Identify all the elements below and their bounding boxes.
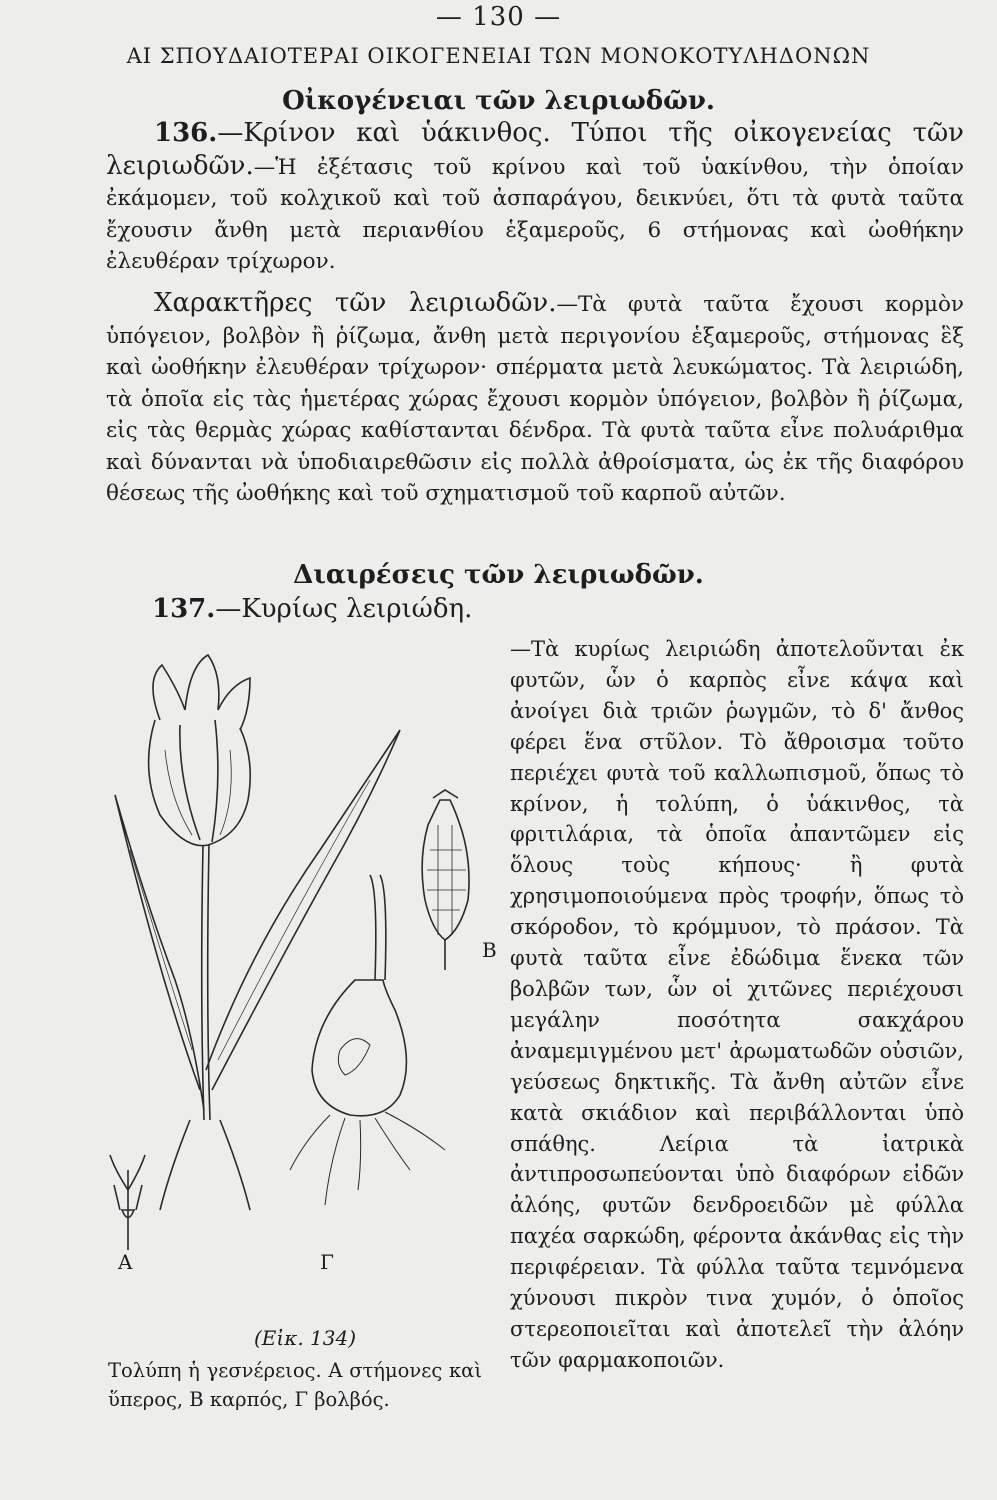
characteristics-body: —Τὰ φυτὰ ταῦτα ἔχουσι κορμὸν ὑπόγειον, βολβὸν ἢ ῥίζωμα, ἄνθη μετὰ περιγονίου ἑξαμεροῦς, στήμονας ἓξ καὶ ὠοθήκην ἐλευθέραν τρίχωρον· σπέρματα μετὰ λευκώματος. Τὰ λειριώδη, τὰ ὁποῖα εἰς τὰς ἡμετέρας χώρας ἔχουσι κορμὸν ὑπόγειον, βολβὸν ἢ ῥίζωμα, εἰς τὰς θερμὰς χώρας καθίστανται δένδρα. Τὰ φυτὰ ταῦτα εἶνε πολυάριθμα καὶ δύνανται νὰ ὑποδιαιρεθῶσιν εἰς πολλὰ ἀθροίσματα, ὡς ἐκ τῆς διαφόρου θέσεως τῆς ὠοθήκης καὶ τοῦ σχηματισμοῦ τοῦ καρποῦ αὐτῶν. — [106, 292, 965, 506]
tulip-drawing-svg — [100, 650, 510, 1320]
tulip-stem-drawing — [202, 845, 204, 1120]
section-heading-families: Οἰκογένειαι τῶν λειριωδῶν. — [282, 86, 715, 116]
tulip-bulb-drawing — [290, 875, 445, 1205]
characteristics-title: Χαρακτῆρες τῶν λειριωδῶν. — [154, 288, 557, 318]
page-number: — 130 — — [435, 2, 562, 32]
tulip-leaves-drawing — [115, 730, 400, 1210]
paragraph-characteristics — [106, 288, 964, 510]
figure-label-a: Α — [118, 1250, 133, 1274]
capsule-fruit-drawing — [422, 790, 469, 970]
paragraph-body-137: —Τὰ κυρίως λειριώδη ἀποτελοῦνται ἐκ φυτῶν, ὧν ὁ καρπὸς εἶνε κάψα καὶ ἀνοίγει διὰ τριῶν ῥωγμῶν, τὸ δ' ἄνθος φέρει ἕνα στῦλον. Τὸ ἄθροισμα τοῦτο περιέχει φυτὰ τοῦ καλλωπισμοῦ, ὅπως τὸ κρίνον, ἡ τολύπη, ὁ ὑάκινθος, τὰ φριτιλάρια, τὰ ὁποῖα ἀπαντῶμεν εἰς ὅλους τοὺς κήπους· ἢ φυτὰ χρησιμοποιούμενα πρὸς τροφήν, ὅπως τὸ σκόροδον, τὸ κρόμμυον, τὸ πράσον. Τὰ φυτὰ ταῦτα εἶνε ἐδώδιμα ἕνεκα τῶν βολβῶν των, ὧν οἱ χιτῶνες περιέχουσι μεγάλην ποσότητα σακχάρου ἀναμεμιγμένου μετ' ἀρωματωδῶν οὐσιῶν, γεύσεως δηκτικῆς. Τὰ ἄνθη αὐτῶν εἶνε κατὰ σκιάδιον καὶ περιβάλλονται ὑπὸ σπάθης. Λείρια τὰ ἰατρικὰ ἀντιπροσωπεύονται ὑπὸ διαφόρων εἰδῶν ἀλόης, φυτῶν δενδροειδῶν μὲ φύλλα παχέα σαρκώδη, φέροντα ἀκάνθας εἰς τὴν περιφέρειαν. Τὰ φύλλα ταῦτα τεμνόμενα χύνουσι πικρὸν τινα χυμόν, ὁ ὁποῖος στερεοποιεῖται καὶ ἀποτελεῖ τὴν ἀλόην τῶν φαρμακοποιῶν. — [510, 637, 964, 1372]
paragraph-title-136: —Κρίνον καὶ ὑάκινθος. Τύποι τῆς οἰκογενείας τῶν λειριωδῶν. — [106, 118, 964, 181]
stamens-drawing — [110, 1155, 145, 1250]
tulip-flower-drawing — [149, 655, 251, 846]
running-head: ΑΙ ΣΠΟΥΔΑΙΟΤΕΡΑΙ ΟΙΚΟΓΕΝΕΙΑΙ ΤΩΝ ΜΟΝΟΚΟΤΥΛΗΔΟΝΩΝ — [126, 44, 871, 68]
figure-label-c: Γ — [320, 1250, 334, 1274]
paragraph-title-137: —Κυρίως λειριώδη. — [215, 594, 473, 624]
paragraph-number-136: 136. — [154, 118, 218, 148]
figure-caption: Τολύπη ἡ γεσνέρειος. Α στήμονες καὶ ὕπερος, Β καρπός, Γ βολβός. — [108, 1359, 482, 1411]
figure-label-b: Β — [482, 938, 497, 962]
figure-number: (Εἰκ. 134) — [253, 1326, 357, 1350]
paragraph-137-heading — [152, 594, 472, 624]
paragraph-136 — [106, 118, 964, 278]
section-heading-divisions: Διαιρέσεις τῶν λειριωδῶν. — [293, 560, 704, 590]
paragraph-number-137: 137. — [152, 594, 216, 624]
paragraph-body-136: —Ἡ ἐξέτασις τοῦ κρίνου καὶ τοῦ ὑακίνθου, τὴν ὁποίαν ἐκάμομεν, τοῦ κολχικοῦ καὶ τοῦ ἀσπαράγου, δεικνύει, ὅτι τὰ φυτὰ ταῦτα ἔχουσιν ἄνθη μετὰ περιανθίου ἑξαμεροῦς, 6 στήμονας καὶ ὠοθήκην ἐλευθέραν τρίχωρον. — [106, 154, 964, 274]
tulip-illustration — [100, 650, 510, 1320]
